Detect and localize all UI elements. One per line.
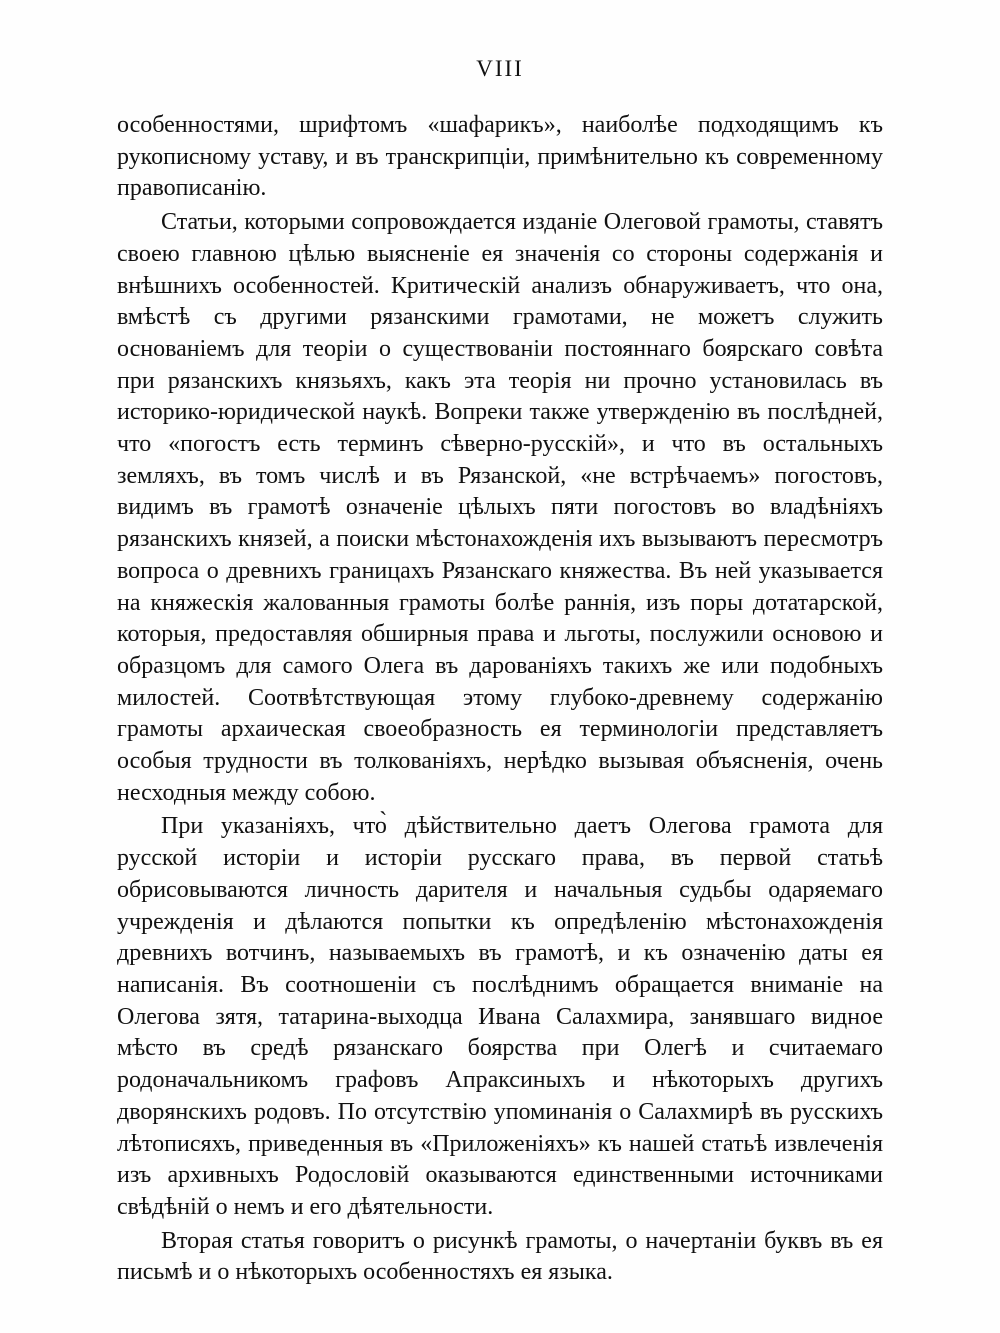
paragraph-articles-purpose: Статьи, которыми сопровождается изданіе Олеговой грамоты, ставятъ своею главною цѣлью выясненіе ея значенія со стороны содержанія и внѣшнихъ особенностей. Критическій анализъ обнаруживаетъ, что она, вмѣстѣ съ другими рязанскими грамотами, не можетъ служить основаніемъ для теоріи о существованіи постояннаго боярскаго совѣта при рязанскихъ князьяхъ, какъ эта теорія ни прочно установилась въ историко-юридической наукѣ. Вопреки также утвержденію въ послѣдней, что «погостъ есть терминъ сѣверно-русскій», и что въ остальныхъ земляхъ, въ томъ числѣ и въ Рязанской, «не встрѣчаемъ» погостовъ, видимъ въ грамотѣ означеніе цѣлыхъ пяти погостовъ во владѣніяхъ рязанскихъ князей, а поиски мѣстонахожденія ихъ вызываютъ пересмотръ вопроса о древнихъ границахъ Рязанскаго княжества. Въ ней указывается на княжескія жалованныя грамоты болѣе раннія, изъ поры дотатарской, которыя, предоставляя обширныя права и льготы, послужили основою и образцомъ для самого Олега въ дарованіяхъ такихъ же или подобныхъ милостей. Соотвѣтствующая этому глубоко-древнему содержанію грамоты архаическая своеобразность ея терминологіи представляетъ особыя трудности въ толкованіяхъ, нерѣдко вызывая объясненія, очень несходныя между собою. bbox=[117, 209, 883, 806]
page-number: VIII bbox=[476, 56, 524, 81]
page-text bbox=[117, 110, 883, 1289]
paragraph-continuation: особенностями, шрифтомъ «шафарикъ», наиболѣе подходящимъ къ рукописному уставу, и въ транскрипціи, примѣнительно къ современному правописанію. bbox=[117, 112, 883, 202]
paragraph-first-article: При указаніяхъ, что̀ дѣйствительно даетъ Олегова грамота для русской исторіи и исторіи русскаго права, въ первой статьѣ обрисовываются личность дарителя и начальныя судьбы одаряемаго учрежденія и дѣлаются попытки къ опредѣленію мѣстонахожденія древнихъ вотчинъ, называемыхъ въ грамотѣ, и къ означенію даты ея написанія. Въ соотношеніи съ послѣднимъ обращается вниманіе на Олегова зятя, татарина-выходца Ивана Салахмира, занявшаго видное мѣсто въ средѣ рязанскаго боярства при Олегѣ и считаемаго родоначальникомъ графовъ Апраксиныхъ и нѣкоторыхъ другихъ дворянскихъ родовъ. По отсутствію упоминанія о Салахмирѣ въ русскихъ лѣтописяхъ, приведенныя въ «Приложеніяхъ» къ нашей статьѣ извлеченія изъ архивныхъ Родословій оказываются единственными источниками свѣдѣній о немъ и его дѣятельности. bbox=[117, 813, 883, 1220]
paragraph-second-article: Вторая статья говоритъ о рисункѣ грамоты, о начертаніи буквъ въ ея письмѣ и о нѣкоторыхъ особенностяхъ ея языка. bbox=[117, 1227, 883, 1286]
